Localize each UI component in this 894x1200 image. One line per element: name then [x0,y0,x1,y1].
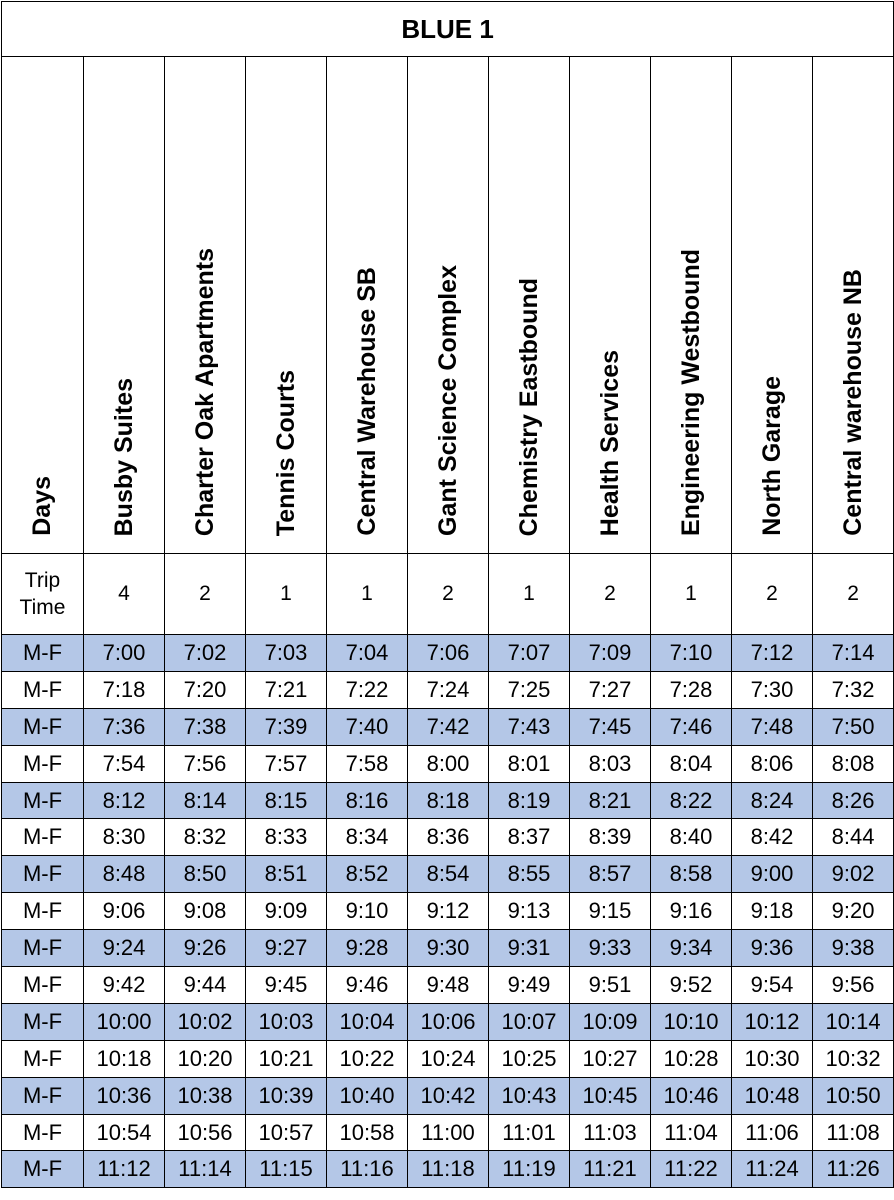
column-header [651,57,732,554]
time-cell: 11:26 [813,1151,894,1188]
time-cell: 7:21 [246,671,327,708]
time-cell: 8:03 [570,745,651,782]
time-cell: 11:16 [327,1151,408,1188]
time-cell: 8:57 [570,856,651,893]
time-cell: 8:34 [327,819,408,856]
time-cell: 8:54 [408,856,489,893]
time-cell: 8:44 [813,819,894,856]
column-header-label: Health Services [595,349,624,536]
time-cell: 10:43 [489,1077,570,1114]
time-cell: 9:33 [570,930,651,967]
column-header-label: Gant Science Complex [433,265,462,536]
trip-time-cell: 2 [165,554,246,635]
time-cell: 10:12 [732,1003,813,1040]
time-cell: 7:20 [165,671,246,708]
table-row [2,967,894,1004]
time-cell: 9:44 [165,967,246,1004]
table-row [2,1077,894,1114]
time-cell: 7:22 [327,671,408,708]
time-cell: 7:27 [570,671,651,708]
time-cell: 7:10 [651,635,732,672]
time-cell: 11:22 [651,1151,732,1188]
time-cell: 8:01 [489,745,570,782]
time-cell: 7:57 [246,745,327,782]
time-cell: 9:18 [732,893,813,930]
time-cell: 8:22 [651,782,732,819]
time-cell: 10:46 [651,1077,732,1114]
time-cell: 11:03 [570,1114,651,1151]
time-cell: 7:06 [408,635,489,672]
time-cell: 9:46 [327,967,408,1004]
days-cell: M-F [2,708,84,745]
column-header-label: Charter Oak Apartments [190,247,219,536]
time-cell: 10:22 [327,1040,408,1077]
time-cell: 11:19 [489,1151,570,1188]
time-cell: 8:50 [165,856,246,893]
time-cell: 11:08 [813,1114,894,1151]
column-header [813,57,894,554]
time-cell: 7:03 [246,635,327,672]
time-cell: 10:38 [165,1077,246,1114]
time-cell: 10:39 [246,1077,327,1114]
trip-time-cell: 1 [651,554,732,635]
days-cell: M-F [2,671,84,708]
time-cell: 7:12 [732,635,813,672]
time-cell: 11:24 [732,1151,813,1188]
time-cell: 8:14 [165,782,246,819]
table-row [2,1151,894,1188]
time-cell: 7:14 [813,635,894,672]
time-cell: 11:06 [732,1114,813,1151]
time-cell: 11:14 [165,1151,246,1188]
trip-time-label [2,554,84,635]
time-cell: 7:09 [570,635,651,672]
schedule-table [1,1,894,1188]
time-cell: 9:10 [327,893,408,930]
time-cell: 8:51 [246,856,327,893]
trip-time-cell: 2 [813,554,894,635]
time-cell: 9:24 [84,930,165,967]
time-cell: 8:33 [246,819,327,856]
trip-time-cell: 4 [84,554,165,635]
time-cell: 9:51 [570,967,651,1004]
time-cell: 9:34 [651,930,732,967]
time-cell: 7:25 [489,671,570,708]
time-cell: 8:08 [813,745,894,782]
time-cell: 8:18 [408,782,489,819]
time-cell: 9:42 [84,967,165,1004]
days-cell: M-F [2,1040,84,1077]
time-cell: 10:21 [246,1040,327,1077]
time-cell: 7:18 [84,671,165,708]
time-cell: 8:06 [732,745,813,782]
trip-time-cell: 2 [732,554,813,635]
time-cell: 11:00 [408,1114,489,1151]
time-cell: 9:15 [570,893,651,930]
table-row [2,782,894,819]
column-header-label: Tennis Courts [271,369,300,536]
time-cell: 11:04 [651,1114,732,1151]
time-cell: 11:21 [570,1151,651,1188]
trip-time-cell: 2 [570,554,651,635]
column-header [2,57,84,554]
time-cell: 8:00 [408,745,489,782]
time-cell: 10:25 [489,1040,570,1077]
days-cell: M-F [2,893,84,930]
time-cell: 10:36 [84,1077,165,1114]
column-header [165,57,246,554]
trip-time-cell: 1 [327,554,408,635]
time-cell: 7:28 [651,671,732,708]
days-cell: M-F [2,745,84,782]
time-cell: 8:12 [84,782,165,819]
time-cell: 10:40 [327,1077,408,1114]
time-cell: 7:56 [165,745,246,782]
time-cell: 10:58 [327,1114,408,1151]
trip-time-cell: 1 [246,554,327,635]
time-cell: 9:13 [489,893,570,930]
column-header-label: Chemistry Eastbound [514,277,543,536]
time-cell: 7:02 [165,635,246,672]
column-header-label: Engineering Westbound [676,248,705,536]
days-cell: M-F [2,1003,84,1040]
time-cell: 9:31 [489,930,570,967]
column-header-label: Central Warehouse SB [352,267,381,536]
time-cell: 9:00 [732,856,813,893]
time-cell: 10:03 [246,1003,327,1040]
column-header [327,57,408,554]
time-cell: 10:56 [165,1114,246,1151]
time-cell: 9:54 [732,967,813,1004]
time-cell: 9:16 [651,893,732,930]
time-cell: 7:38 [165,708,246,745]
time-cell: 10:54 [84,1114,165,1151]
time-cell: 8:30 [84,819,165,856]
time-cell: 7:58 [327,745,408,782]
table-row [2,1040,894,1077]
time-cell: 7:45 [570,708,651,745]
time-cell: 10:14 [813,1003,894,1040]
time-cell: 8:32 [165,819,246,856]
time-cell: 7:39 [246,708,327,745]
table-row [2,745,894,782]
time-cell: 9:08 [165,893,246,930]
schedule-body [2,554,894,1188]
time-cell: 8:39 [570,819,651,856]
table-row [2,671,894,708]
time-cell: 8:21 [570,782,651,819]
time-cell: 7:04 [327,635,408,672]
time-cell: 10:32 [813,1040,894,1077]
time-cell: 9:27 [246,930,327,967]
time-cell: 8:40 [651,819,732,856]
time-cell: 8:58 [651,856,732,893]
time-cell: 10:02 [165,1003,246,1040]
time-cell: 10:42 [408,1077,489,1114]
time-cell: 10:28 [651,1040,732,1077]
time-cell: 7:46 [651,708,732,745]
time-cell: 7:24 [408,671,489,708]
time-cell: 7:00 [84,635,165,672]
time-cell: 7:43 [489,708,570,745]
days-cell: M-F [2,782,84,819]
time-cell: 8:37 [489,819,570,856]
column-header [570,57,651,554]
time-cell: 10:30 [732,1040,813,1077]
column-header-label: Days [28,476,56,536]
time-cell: 7:07 [489,635,570,672]
column-header-row [2,57,894,554]
column-header [489,57,570,554]
time-cell: 8:55 [489,856,570,893]
table-row [2,1003,894,1040]
column-header [732,57,813,554]
time-cell: 7:48 [732,708,813,745]
time-cell: 10:04 [327,1003,408,1040]
column-header-label: Busby Suites [109,377,138,536]
time-cell: 9:12 [408,893,489,930]
column-header [84,57,165,554]
time-cell: 8:24 [732,782,813,819]
time-cell: 7:42 [408,708,489,745]
route-title: BLUE 1 [2,2,894,57]
time-cell: 11:18 [408,1151,489,1188]
time-cell: 10:09 [570,1003,651,1040]
time-cell: 9:02 [813,856,894,893]
table-row [2,856,894,893]
time-cell: 9:36 [732,930,813,967]
time-cell: 7:32 [813,671,894,708]
days-cell: M-F [2,1114,84,1151]
table-row [2,635,894,672]
time-cell: 8:15 [246,782,327,819]
time-cell: 7:50 [813,708,894,745]
days-cell: M-F [2,635,84,672]
table-row [2,708,894,745]
days-cell: M-F [2,856,84,893]
column-header-label: North Garage [757,376,786,536]
trip-time-cell: 1 [489,554,570,635]
time-cell: 7:30 [732,671,813,708]
time-cell: 7:54 [84,745,165,782]
time-cell: 8:52 [327,856,408,893]
time-cell: 10:18 [84,1040,165,1077]
time-cell: 9:45 [246,967,327,1004]
time-cell: 7:40 [327,708,408,745]
time-cell: 9:06 [84,893,165,930]
trip-time-label-line2: Time [19,596,66,619]
column-header [246,57,327,554]
time-cell: 10:48 [732,1077,813,1114]
time-cell: 8:42 [732,819,813,856]
table-row [2,1114,894,1151]
time-cell: 10:07 [489,1003,570,1040]
time-cell: 9:49 [489,967,570,1004]
table-row [2,930,894,967]
days-cell: M-F [2,819,84,856]
time-cell: 10:27 [570,1040,651,1077]
days-cell: M-F [2,967,84,1004]
time-cell: 11:15 [246,1151,327,1188]
column-header [408,57,489,554]
schedule-page [1,1,892,1197]
time-cell: 10:06 [408,1003,489,1040]
time-cell: 8:48 [84,856,165,893]
time-cell: 10:57 [246,1114,327,1151]
time-cell: 8:19 [489,782,570,819]
time-cell: 8:16 [327,782,408,819]
trip-time-row [2,554,894,635]
days-cell: M-F [2,930,84,967]
time-cell: 9:48 [408,967,489,1004]
time-cell: 9:52 [651,967,732,1004]
time-cell: 10:24 [408,1040,489,1077]
time-cell: 10:00 [84,1003,165,1040]
time-cell: 7:36 [84,708,165,745]
time-cell: 9:38 [813,930,894,967]
column-header-label: Central warehouse NB [838,269,867,536]
time-cell: 9:09 [246,893,327,930]
time-cell: 9:20 [813,893,894,930]
time-cell: 11:12 [84,1151,165,1188]
time-cell: 10:20 [165,1040,246,1077]
trip-time-cell: 2 [408,554,489,635]
time-cell: 10:10 [651,1003,732,1040]
time-cell: 11:01 [489,1114,570,1151]
time-cell: 10:50 [813,1077,894,1114]
time-cell: 8:04 [651,745,732,782]
time-cell: 9:28 [327,930,408,967]
time-cell: 9:26 [165,930,246,967]
time-cell: 9:30 [408,930,489,967]
time-cell: 10:45 [570,1077,651,1114]
days-cell: M-F [2,1077,84,1114]
time-cell: 8:36 [408,819,489,856]
trip-time-label-line1: Trip [24,568,61,592]
days-cell: M-F [2,1151,84,1188]
table-row [2,819,894,856]
time-cell: 8:26 [813,782,894,819]
table-row [2,893,894,930]
time-cell: 9:56 [813,967,894,1004]
